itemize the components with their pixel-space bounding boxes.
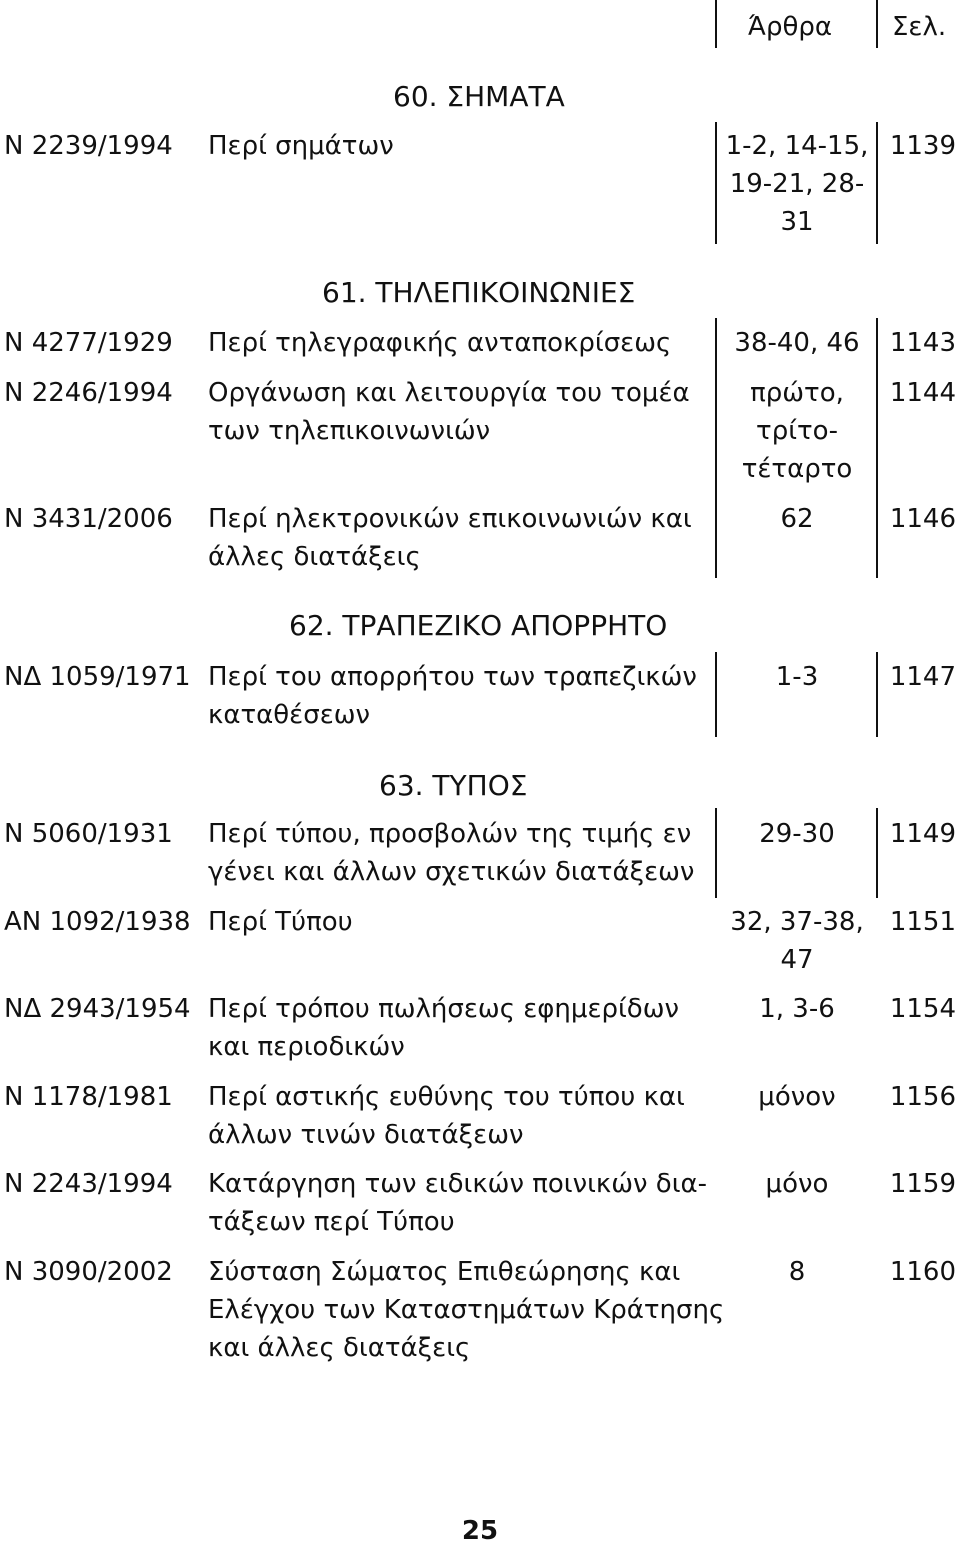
page-number-cell: 1143 xyxy=(889,328,956,358)
law-title: Περί αστικής ευθύνης του τύπου και άλλων τινών διατάξεων xyxy=(208,1082,685,1150)
articles-cell: πρώτο, τρίτο- τέταρτο xyxy=(741,378,853,484)
law-reference: Ν 3431/2006 xyxy=(4,504,173,534)
law-title: Περί τύπου, προσβολών της τιμής εν γένει και άλλων σχετικών διατάξεων xyxy=(208,819,695,887)
column-divider xyxy=(876,0,878,48)
law-title: Οργάνωση και λειτουργία του τομέα των τηλεπικοινωνιών xyxy=(208,378,690,446)
section-heading: 63. ΤΥΠΟΣ xyxy=(379,769,528,802)
law-title: Περί του απορρήτου των τραπεζικών καταθέσεων xyxy=(208,662,697,730)
articles-cell: μόνο xyxy=(765,1169,829,1199)
articles-cell: 1, 3-6 xyxy=(759,994,835,1024)
law-title: Κατάργηση των ειδικών ποινικών δια- τάξεων περί Τύπου xyxy=(208,1169,708,1237)
law-title: Περί τρόπου πωλήσεως εφημερίδων και περιοδικών xyxy=(208,994,680,1062)
law-reference: Ν 2239/1994 xyxy=(4,131,173,161)
column-divider xyxy=(876,318,878,578)
articles-cell: 1-3 xyxy=(775,662,819,692)
page-number-cell: 1156 xyxy=(889,1082,956,1112)
section-heading: 60. ΣΗΜΑΤΑ xyxy=(393,80,565,113)
column-divider xyxy=(715,318,717,578)
page-number-cell: 1154 xyxy=(889,994,956,1024)
law-reference: Ν 2246/1994 xyxy=(4,378,173,408)
articles-cell: 8 xyxy=(788,1257,806,1287)
column-header-articles: Άρθρα xyxy=(748,12,833,42)
law-title: Περί Τύπου xyxy=(208,907,353,937)
page-number-cell: 1147 xyxy=(889,662,956,692)
law-title: Περί ηλεκτρονικών επικοινωνιών και άλλες διατάξεις xyxy=(208,504,692,572)
law-title: Περί τηλεγραφικής ανταποκρίσεως xyxy=(208,328,672,358)
page-footer-number: 25 xyxy=(461,1516,499,1546)
law-reference: ΑΝ 1092/1938 xyxy=(4,907,191,937)
law-title: Σύσταση Σώματος Επιθεώρησης και Ελέγχου των Καταστημάτων Κράτησης και άλλες διατάξεις xyxy=(208,1257,725,1363)
articles-cell: 1-2, 14-15, 19-21, 28- 31 xyxy=(725,131,869,237)
page-number-cell: 1151 xyxy=(889,907,956,937)
law-reference: Ν 1178/1981 xyxy=(4,1082,173,1112)
page-number-cell: 1159 xyxy=(889,1169,956,1199)
articles-cell: 62 xyxy=(780,504,814,534)
column-divider xyxy=(715,0,717,48)
articles-cell: 32, 37-38, 47 xyxy=(730,907,864,975)
law-reference: Ν 5060/1931 xyxy=(4,819,173,849)
column-divider xyxy=(715,808,717,898)
articles-cell: 38-40, 46 xyxy=(734,328,860,358)
column-header-page: Σελ. xyxy=(892,12,947,42)
column-divider xyxy=(715,652,717,737)
law-title: Περί σημάτων xyxy=(208,131,394,161)
law-reference: Ν 4277/1929 xyxy=(4,328,173,358)
page-number-cell: 1144 xyxy=(889,378,956,408)
articles-cell: 29-30 xyxy=(759,819,835,849)
law-reference: ΝΔ 1059/1971 xyxy=(4,662,191,692)
column-divider xyxy=(876,808,878,898)
page-number-cell: 1146 xyxy=(889,504,956,534)
law-reference: Ν 2243/1994 xyxy=(4,1169,173,1199)
articles-cell: μόνον xyxy=(758,1082,836,1112)
page-number-cell: 1139 xyxy=(889,131,956,161)
page-number-cell: 1149 xyxy=(889,819,956,849)
law-reference: ΝΔ 2943/1954 xyxy=(4,994,191,1024)
section-heading: 62. ΤΡΑΠΕΖΙΚΟ ΑΠΟΡΡΗΤΟ xyxy=(289,609,668,642)
column-divider xyxy=(876,652,878,737)
law-reference: Ν 3090/2002 xyxy=(4,1257,173,1287)
section-heading: 61. ΤΗΛΕΠΙΚΟΙΝΩΝΙΕΣ xyxy=(322,276,636,309)
page-number-cell: 1160 xyxy=(889,1257,956,1287)
column-divider xyxy=(715,122,717,244)
column-divider xyxy=(876,122,878,244)
